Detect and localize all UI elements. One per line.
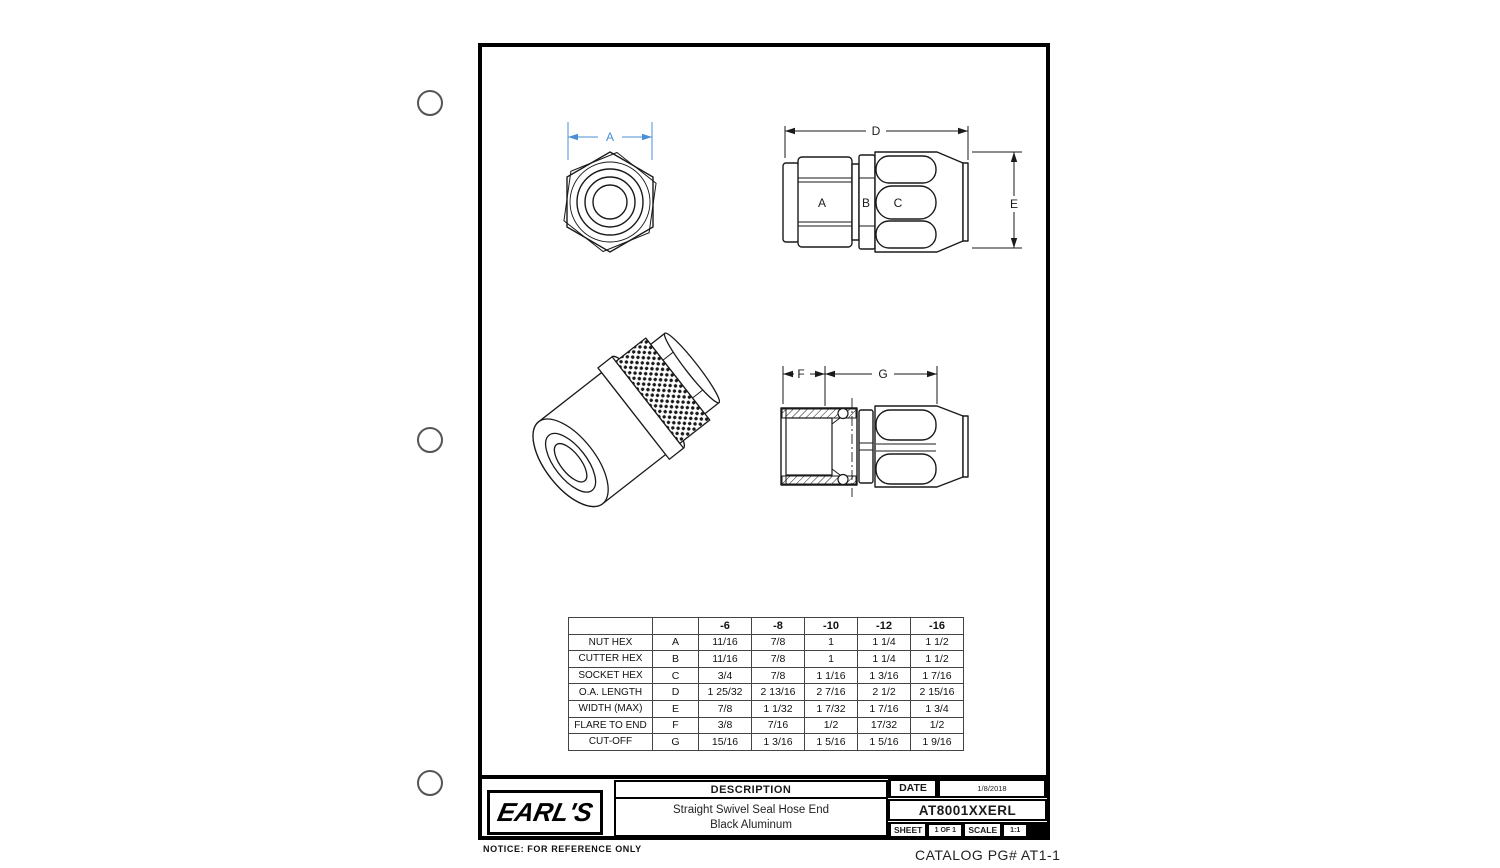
cell: 1/2 [805, 717, 858, 734]
row-letter: C [653, 667, 699, 684]
logo-box [487, 790, 603, 835]
cell: 1 9/16 [911, 734, 964, 751]
socket-lobe-bottom [876, 221, 936, 248]
chamfer-circle [570, 162, 650, 242]
earls-logo: EARL'S [494, 797, 596, 827]
dim-a-label: A [605, 130, 615, 144]
dim-g-label: G [878, 367, 888, 381]
col-header: -12 [858, 618, 911, 635]
table-row [569, 717, 964, 734]
sheet-scale-row [888, 822, 1047, 838]
cell: 1 3/16 [858, 667, 911, 684]
sheet-value: 1 OF 1 [929, 825, 961, 836]
cell: 3/8 [699, 717, 752, 734]
col-header: -10 [805, 618, 858, 635]
cell: 1 1/2 [911, 651, 964, 668]
row-name: WIDTH (MAX) [569, 700, 653, 717]
sec-socket-lobe-top [876, 410, 936, 440]
row-letter: F [653, 717, 699, 734]
description-line1: Straight Swivel Seal Hose End [673, 804, 829, 817]
date-label: DATE [891, 781, 935, 796]
cell: 7/8 [752, 667, 805, 684]
cell: 1 [805, 651, 858, 668]
table-header-row [569, 618, 964, 635]
dim-f-label: F [797, 367, 805, 381]
cell: 1 7/16 [858, 700, 911, 717]
cell: 2 13/16 [752, 684, 805, 701]
section-view [781, 398, 968, 497]
cell: 1 1/4 [858, 651, 911, 668]
notice-text: NOTICE: FOR REFERENCE ONLY [483, 844, 642, 854]
row-name: NUT HEX [569, 634, 653, 651]
description-header: DESCRIPTION [616, 782, 886, 799]
row-name: FLARE TO END [569, 717, 653, 734]
sec-bore [786, 418, 832, 475]
cell: 7/8 [752, 651, 805, 668]
sec-cutter-strip [859, 410, 873, 483]
table-row [569, 684, 964, 701]
row-name: O.A. LENGTH [569, 684, 653, 701]
row-name: CUTTER HEX [569, 651, 653, 668]
col-header: -16 [911, 618, 964, 635]
label-c: C [893, 196, 903, 210]
dimension-a [568, 122, 652, 160]
cell: 2 15/16 [911, 684, 964, 701]
table-corner-cell [569, 618, 653, 635]
row-letter: G [653, 734, 699, 751]
row-name: SOCKET HEX [569, 667, 653, 684]
outer-circle [577, 169, 643, 235]
sheet-label: SHEET [891, 824, 925, 836]
cell: 1 1/4 [858, 634, 911, 651]
title-block-right [888, 778, 1047, 838]
dim-e-label: E [1009, 197, 1019, 211]
socket-end-cap [963, 163, 968, 241]
socket-lobe-mid [876, 186, 936, 219]
scale-label: SCALE [965, 824, 1000, 836]
dim-d-label: D [871, 124, 881, 138]
cell: 7/8 [699, 700, 752, 717]
cell: 1 3/4 [911, 700, 964, 717]
cell: 1 5/16 [805, 734, 858, 751]
table-corner-cell [653, 618, 699, 635]
bore-circle [593, 185, 627, 219]
scale-value: 1:1 [1004, 825, 1026, 836]
label-b: B [861, 196, 871, 210]
cell: 2 7/16 [805, 684, 858, 701]
sec-swivel-ball-top [838, 409, 848, 419]
cell: 11/16 [699, 634, 752, 651]
front-hex-view [560, 147, 659, 258]
description-content [616, 799, 886, 837]
col-header: -8 [752, 618, 805, 635]
neck [852, 164, 859, 240]
cell: 1 7/32 [805, 700, 858, 717]
description-box [614, 780, 888, 837]
part-number: AT8001XXERL [888, 799, 1047, 821]
cell: 1 [805, 634, 858, 651]
table-row [569, 651, 964, 668]
cell: 15/16 [699, 734, 752, 751]
hex-outline [567, 152, 653, 252]
cell: 1 3/16 [752, 734, 805, 751]
hex-outline-rear [560, 147, 659, 258]
dimension-e [972, 152, 1022, 248]
sec-swivel-ball-bottom [838, 475, 848, 485]
cell: 1 1/16 [805, 667, 858, 684]
side-view [783, 152, 968, 252]
cell: 7/16 [752, 717, 805, 734]
row-letter: B [653, 651, 699, 668]
cell: 1 7/16 [911, 667, 964, 684]
cell: 7/8 [752, 634, 805, 651]
part-number-row [888, 798, 1047, 822]
sec-socket-lobe-bottom [876, 454, 936, 484]
cell: 2 1/2 [858, 684, 911, 701]
cell: 1 5/16 [858, 734, 911, 751]
row-letter: A [653, 634, 699, 651]
col-header: -6 [699, 618, 752, 635]
row-letter: D [653, 684, 699, 701]
socket-lobe-top [876, 156, 936, 183]
catalog-page-ref: CATALOG PG# AT1-1 [915, 847, 1061, 863]
table-row [569, 734, 964, 751]
table-row [569, 667, 964, 684]
sec-socket-end-cap [963, 416, 968, 477]
cell: 17/32 [858, 717, 911, 734]
cell: 11/16 [699, 651, 752, 668]
cell: 1/2 [911, 717, 964, 734]
table-row [569, 700, 964, 717]
cell: 3/4 [699, 667, 752, 684]
tube-end [783, 163, 799, 242]
dimension-table [568, 617, 964, 751]
cell: 1 25/32 [699, 684, 752, 701]
date-value: 1/8/2018 [940, 781, 1044, 796]
cell: 1 1/32 [752, 700, 805, 717]
isometric-view [515, 319, 732, 524]
description-line2: Black Aluminum [710, 819, 792, 831]
dimension-f-g [783, 366, 937, 406]
table-row [569, 634, 964, 651]
row-name: CUT-OFF [569, 734, 653, 751]
date-row [888, 778, 1047, 798]
label-a: A [817, 196, 827, 210]
cell: 1 1/2 [911, 634, 964, 651]
row-letter: E [653, 700, 699, 717]
